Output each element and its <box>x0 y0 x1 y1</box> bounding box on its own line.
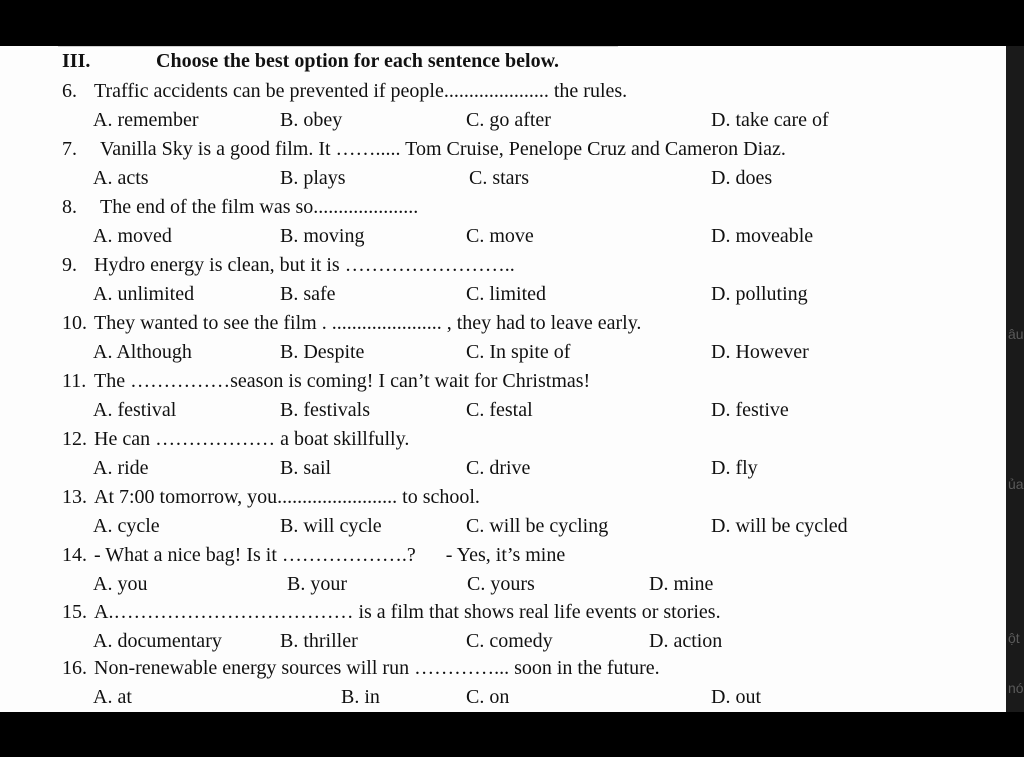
question-stem: At 7:00 tomorrow, you........................ to school. <box>94 486 480 508</box>
edge-fragment: âu <box>1008 326 1024 342</box>
question-number: 12. <box>62 428 87 450</box>
option-c: C. drive <box>466 457 531 479</box>
option-b: B. safe <box>280 283 336 305</box>
option-a: A. unlimited <box>93 283 195 305</box>
option-d: D. does <box>711 167 773 189</box>
option-a: A. remember <box>93 109 199 131</box>
option-b: B. thriller <box>280 630 358 652</box>
option-b: B. sail <box>280 457 332 479</box>
section-label: III. <box>62 50 91 72</box>
options-row <box>0 512 1000 540</box>
option-a: A. ride <box>93 457 149 479</box>
option-d: D. take care of <box>711 109 829 131</box>
question-number: 15. <box>62 601 87 623</box>
edge-fragment: ủa <box>1008 476 1024 492</box>
option-b: B. your <box>287 573 347 595</box>
option-d: D. out <box>711 686 761 708</box>
option-b: B. festivals <box>280 399 370 421</box>
section-heading <box>0 47 1000 75</box>
option-d: D. fly <box>711 457 758 479</box>
edge-fragment: ột <box>1008 630 1020 646</box>
option-c: C. move <box>466 225 534 247</box>
option-c: C. festal <box>466 399 533 421</box>
question-stem: He can ……………… a boat skillfully. <box>94 428 410 450</box>
option-b: B. moving <box>280 225 365 247</box>
question-stem: Hydro energy is clean, but it is …………………….. <box>94 254 515 276</box>
question-number: 16. <box>62 657 87 679</box>
option-b: B. in <box>341 686 380 708</box>
section-instruction: Choose the best option for each sentence below. <box>156 50 559 72</box>
option-a: A. moved <box>93 225 172 247</box>
option-d: D. However <box>711 341 809 363</box>
question-row <box>0 598 1000 626</box>
question-row <box>0 193 1000 221</box>
question-row <box>0 135 1000 163</box>
option-d: D. action <box>649 630 723 652</box>
question-row <box>0 251 1000 279</box>
option-b: B. obey <box>280 109 343 131</box>
options-row <box>0 222 1000 250</box>
options-row <box>0 683 1000 711</box>
question-number: 10. <box>62 312 87 334</box>
option-b: B. plays <box>280 167 346 189</box>
options-row <box>0 396 1000 424</box>
question-stem: - What a nice bag! Is it ……………….? - Yes, it’s mine <box>94 544 566 566</box>
options-row <box>0 454 1000 482</box>
question-stem: A.……………………………… is a film that shows real life events or stories. <box>94 601 721 623</box>
question-number: 11. <box>62 370 87 392</box>
question-stem: Non-renewable energy sources will run …………... soon in the future. <box>94 657 660 679</box>
options-row <box>0 280 1000 308</box>
question-number: 7. <box>62 138 77 160</box>
question-row <box>0 309 1000 337</box>
question-stem: The ……………season is coming! I can’t wait for Christmas! <box>94 370 591 392</box>
question-row <box>0 541 1000 569</box>
question-stem: The end of the film was so..................... <box>100 196 419 218</box>
option-c: C. stars <box>469 167 529 189</box>
options-row <box>0 570 1000 598</box>
option-d: D. festive <box>711 399 789 421</box>
option-c: C. yours <box>467 573 535 595</box>
option-d: D. will be cycled <box>711 515 848 537</box>
option-a: A. festival <box>93 399 177 421</box>
options-row <box>0 627 1000 655</box>
question-stem: Vanilla Sky is a good film. It ……..... Tom Cruise, Penelope Cruz and Cameron Diaz. <box>100 138 786 160</box>
options-row <box>0 338 1000 366</box>
question-row <box>0 77 1000 105</box>
options-row <box>0 106 1000 134</box>
option-a: A. Although <box>93 341 192 363</box>
option-d: D. mine <box>649 573 714 595</box>
options-row <box>0 164 1000 192</box>
question-row <box>0 425 1000 453</box>
option-a: A. you <box>93 573 148 595</box>
option-c: C. on <box>466 686 510 708</box>
question-number: 9. <box>62 254 77 276</box>
question-number: 6. <box>62 80 77 102</box>
option-a: A. documentary <box>93 630 222 652</box>
question-number: 14. <box>62 544 87 566</box>
question-number: 13. <box>62 486 87 508</box>
option-a: A. at <box>93 686 132 708</box>
option-c: C. In spite of <box>466 341 571 363</box>
option-c: C. go after <box>466 109 551 131</box>
option-c: C. comedy <box>466 630 553 652</box>
option-b: B. will cycle <box>280 515 382 537</box>
option-a: A. cycle <box>93 515 160 537</box>
option-d: D. polluting <box>711 283 808 305</box>
question-row <box>0 654 1000 682</box>
option-a: A. acts <box>93 167 149 189</box>
question-stem: Traffic accidents can be prevented if people..................... the rules. <box>94 80 628 102</box>
option-b: B. Despite <box>280 341 365 363</box>
option-c: C. will be cycling <box>466 515 609 537</box>
edge-fragment: nó <box>1008 680 1024 696</box>
option-d: D. moveable <box>711 225 814 247</box>
option-c: C. limited <box>466 283 546 305</box>
question-row <box>0 367 1000 395</box>
question-stem: They wanted to see the film . ...................... , they had to leave early. <box>94 312 642 334</box>
question-row <box>0 483 1000 511</box>
question-number: 8. <box>62 196 77 218</box>
background-strip <box>1006 46 1024 712</box>
